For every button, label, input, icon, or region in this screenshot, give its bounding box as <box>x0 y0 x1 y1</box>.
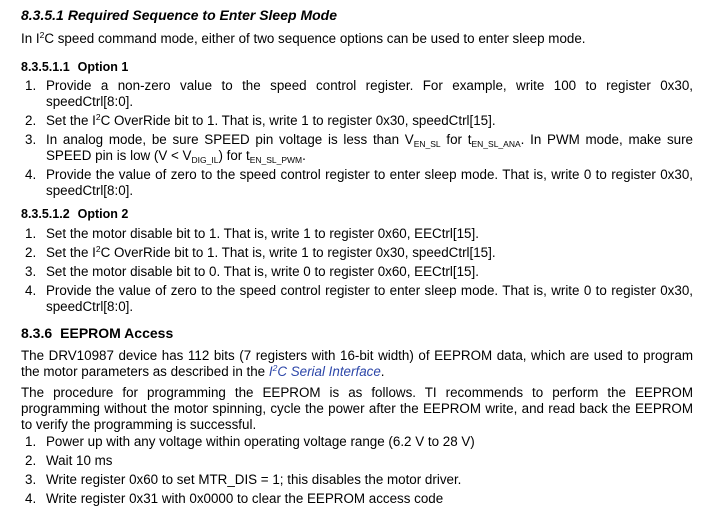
subsection-heading-option-1 <box>21 60 128 74</box>
eeprom-procedure-paragraph: The procedure for programming the EEPROM is as follows. TI recommends to perform the EEPROM programming without the motor spinning, cycle the power after the EEPROM write, and read back the EEPROM to verify the programming is successful. <box>21 385 693 432</box>
section-heading-eeprom-access <box>21 325 173 341</box>
section-number: 8.3.6 <box>21 325 53 341</box>
list-item: 2. Wait 10 ms <box>25 453 113 468</box>
list-item: 3. In analog mode, be sure SPEED pin voltage is less than $V_{EN\_SL}$ for $t_{EN\_SL\_ANA}$. In PWM mode, make sure SPEED pin is low $(V < V_{DIG\_IL})$ for $t_{EN\_SL\_PWM}$. <box>25 132 693 165</box>
subsection-number: 8.3.5.1.2 <box>21 207 70 221</box>
section-number: 8.3.5.1 <box>21 7 64 23</box>
option-1-step-list <box>21 78 693 199</box>
list-item: 2. Set the $I^2C$ OverRide bit to 1. That is, write 1 to register 0x30, speedCtrl[15]. <box>25 244 496 260</box>
section-heading-sleep-mode <box>21 7 337 23</box>
subsection-number: 8.3.5.1.1 <box>21 60 70 74</box>
section-title: Required Sequence to Enter Sleep Mode <box>67 7 337 23</box>
list-item: 4. Write register 0x31 with 0x0000 to clear the EEPROM access code <box>25 491 444 506</box>
list-item: 3. Set the motor disable bit to 0. That is, write 0 to register 0x60, EECtrl[15]. <box>25 264 479 279</box>
subsection-title: Option 2 <box>77 207 129 221</box>
list-item: 4. Provide the value of zero to the speed control register to enter sleep mode. That is, write 0 to register 0x30, speedCtrl[8:0]. <box>25 167 693 198</box>
list-item: 4. Provide the value of zero to the speed control register to enter sleep mode. That is, write 0 to register 0x30, speedCtrl[8:0]. <box>25 283 693 314</box>
list-item: 2. Set the $I^2C$ OverRide bit to 1. That is, write 1 to register 0x30, speedCtrl[15]. <box>25 112 496 128</box>
section-title: EEPROM Access <box>60 325 174 341</box>
list-item: 1. Set the motor disable bit to 1. That is, write 1 to register 0x60, EECtrl[15]. <box>25 226 479 241</box>
list-item: 1. Provide a non-zero value to the speed control register. For example, write 100 to register 0x30, speedCtrl[8:0]. <box>25 78 693 109</box>
option-2-step-list <box>21 226 693 315</box>
eeprom-intro-paragraph: The DRV10987 device has 112 bits (7 registers with 16-bit width) of EEPROM data, which are used to program the motor parameters as described in the $I^2C$ Serial Interface. <box>21 348 693 379</box>
i2c-serial-interface-link[interactable]: $I^2C$ Serial Interface <box>268 363 381 379</box>
eeprom-step-list <box>21 434 693 507</box>
subsection-title: Option 1 <box>77 60 129 74</box>
subsection-heading-option-2 <box>21 207 128 221</box>
list-item: 3. Write register 0x60 to set MTR_DIS = 1; this disables the motor driver. <box>25 472 462 487</box>
list-item: 1. Power up with any voltage within operating voltage range (6.2 V to 28 V) <box>25 434 475 449</box>
sleep-intro-paragraph: In $I^2C$ speed command mode, either of two sequence options can be used to enter sleep mode. <box>21 30 586 46</box>
